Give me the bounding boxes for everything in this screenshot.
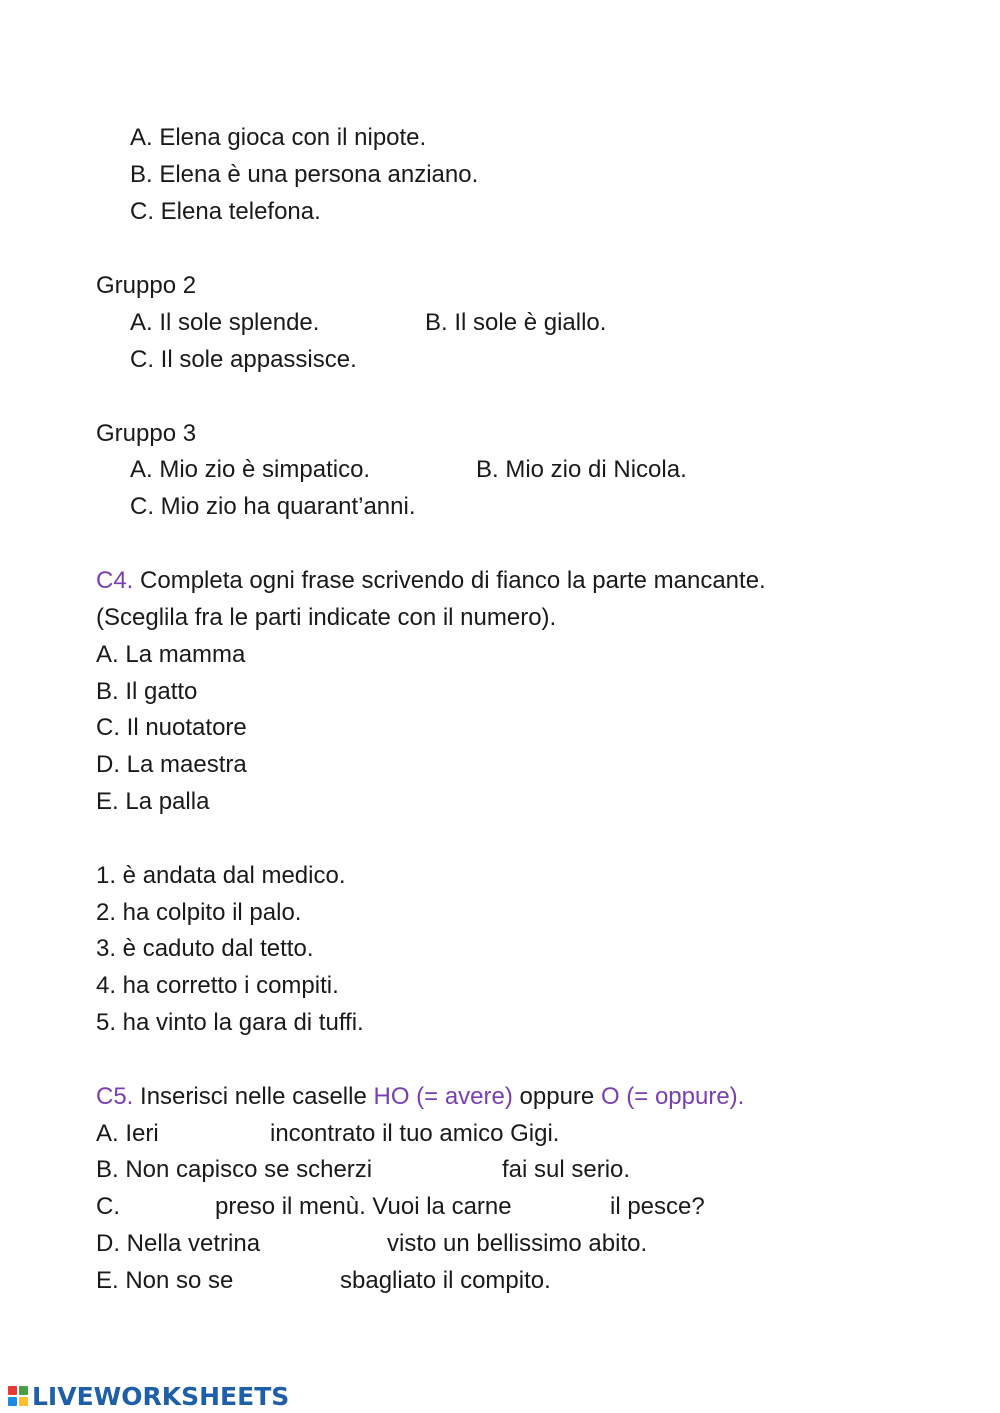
c4-predicate-2: 2. ha colpito il palo. — [96, 899, 302, 926]
c5-sentence-b-start: B. Non capisco se scherzi — [96, 1156, 373, 1183]
c5-ho-hint: HO (= avere) — [373, 1083, 513, 1110]
group3-option-b: B. Mio zio di Nicola. — [476, 456, 687, 483]
group1-option-a: A. Elena gioca con il nipote. — [130, 124, 427, 151]
liveworksheets-logo — [8, 1380, 289, 1412]
c5-text-1: Inserisci nelle caselle — [140, 1083, 367, 1110]
c4-label: C4. — [96, 567, 134, 594]
c4-instruction-line — [96, 566, 766, 596]
group2-option-a: A. Il sole splende. — [130, 309, 320, 336]
group3-option-a: A. Mio zio è simpatico. — [130, 456, 371, 483]
group2-title: Gruppo 2 — [96, 272, 197, 299]
c4-instruction: Completa ogni frase scrivendo di fianco la parte mancante. — [140, 567, 766, 594]
c4-predicate-5: 5. ha vinto la gara di tuffi. — [96, 1009, 364, 1036]
c5-sentence-d-end: visto un bellissimo abito. — [387, 1230, 648, 1257]
group2-option-b: B. Il sole è giallo. — [425, 309, 607, 336]
c5-sentence-c-middle: preso il menù. Vuoi la carne — [215, 1193, 512, 1220]
c5-sentence-c-end: il pesce? — [610, 1193, 705, 1220]
c5-sentence-e-end: sbagliato il compito. — [340, 1267, 551, 1294]
c5-instruction-line — [96, 1082, 744, 1112]
group3-title: Gruppo 3 — [96, 420, 197, 447]
c4-subject-e: E. La palla — [96, 788, 210, 815]
c5-sentence-c-start: C. — [96, 1193, 120, 1220]
c4-predicate-1: 1. è andata dal medico. — [96, 862, 346, 889]
c4-instruction-2: (Sceglila fra le parti indicate con il numero). — [96, 604, 557, 631]
c5-label: C5. — [96, 1083, 134, 1110]
group2-option-c: C. Il sole appassisce. — [130, 346, 357, 373]
c4-subject-b: B. Il gatto — [96, 678, 198, 705]
c4-subject-a: A. La mamma — [96, 641, 246, 668]
c4-subject-d: D. La maestra — [96, 751, 247, 778]
group1-option-b: B. Elena è una persona anziano. — [130, 161, 479, 188]
c4-predicate-3: 3. è caduto dal tetto. — [96, 935, 314, 962]
c5-sentence-d-start: D. Nella vetrina — [96, 1230, 261, 1257]
c5-text-2: oppure — [519, 1083, 595, 1110]
c5-sentence-a-end: incontrato il tuo amico Gigi. — [270, 1120, 560, 1147]
c5-sentence-e-start: E. Non so se — [96, 1267, 234, 1294]
c5-sentence-a-start: A. Ieri — [96, 1120, 159, 1147]
c5-o-hint: O (= oppure). — [600, 1083, 745, 1110]
c5-sentence-b-end: fai sul serio. — [502, 1156, 631, 1183]
brand-name: LIVEWORKSHEETS — [32, 1381, 290, 1411]
c4-predicate-4: 4. ha corretto i compiti. — [96, 972, 339, 999]
group3-option-c: C. Mio zio ha quarant’anni. — [130, 493, 416, 520]
c4-subject-c: C. Il nuotatore — [96, 714, 247, 741]
group1-option-c: C. Elena telefona. — [130, 198, 321, 225]
liveworksheets-logo-icon — [8, 1386, 28, 1406]
